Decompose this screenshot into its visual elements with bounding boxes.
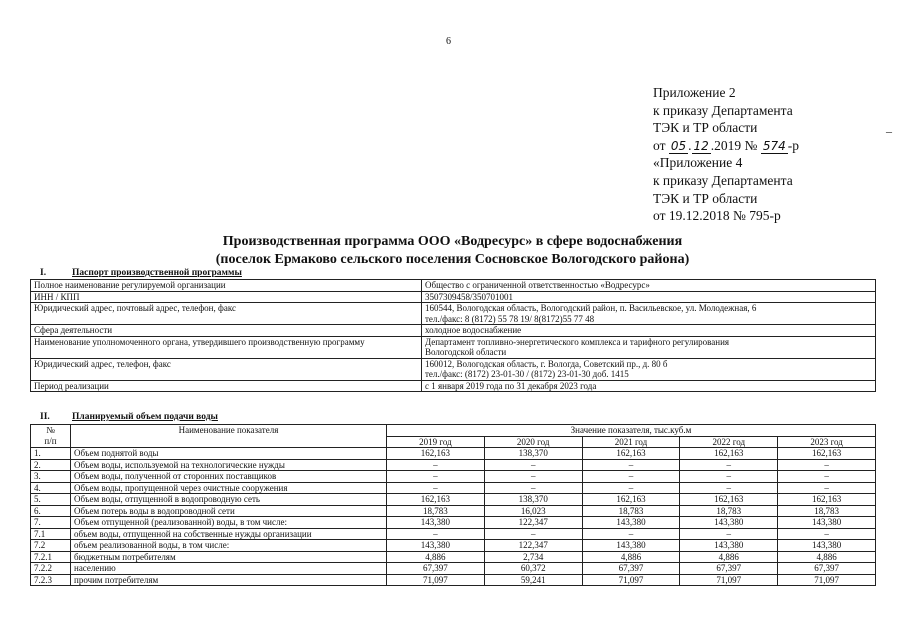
table-row (31, 551, 876, 563)
header-indicator-name: Наименование показателя (71, 425, 387, 448)
passport-value: Общество с ограниченной ответственностью «Водресурс» (422, 280, 876, 292)
passport-value: 160544, Вологодская область, Вологодский район, п. Васильевское, ул. Молодежная, 6 тел./факс: 8 (8172) 55 78 19/ 8(8172)55 77 48 (422, 303, 876, 325)
row-value: 71,097 (680, 574, 778, 586)
row-indicator-name: объем воды, отпущенной на собственные нужды организации (71, 528, 387, 540)
table-row (31, 540, 876, 552)
row-number: 7. (31, 517, 71, 529)
handwritten-day: 05 (670, 138, 687, 153)
appendix-line: к приказу Департамента (653, 102, 793, 118)
passport-label: Юридический адрес, телефон, факс (31, 358, 422, 380)
row-indicator-name: объем реализованной воды, в том числе: (71, 540, 387, 552)
row-value: 16,023 (484, 505, 582, 517)
margin-mark: – (886, 124, 892, 138)
row-value: 18,783 (387, 505, 485, 517)
passport-label: Полное наименование регулируемой организации (31, 280, 422, 292)
row-indicator-name: бюджетным потребителям (71, 551, 387, 563)
row-value: 162,163 (778, 448, 876, 460)
row-value: 4,886 (778, 551, 876, 563)
row-value: 2,734 (484, 551, 582, 563)
row-number: 7.2.3 (31, 574, 71, 586)
row-indicator-name: прочим потребителям (71, 574, 387, 586)
passport-label: Сфера деятельности (31, 325, 422, 337)
row-number: 7.1 (31, 528, 71, 540)
handwritten-order-number: 574 (762, 138, 786, 153)
row-value: 143,380 (680, 540, 778, 552)
section-number: II. (40, 412, 50, 422)
row-value: 122,347 (484, 540, 582, 552)
row-indicator-name: Объем воды, отпущенной в водопроводную сеть (71, 494, 387, 506)
passport-row (31, 303, 876, 325)
row-value: 18,783 (778, 505, 876, 517)
row-value: – (484, 528, 582, 540)
row-value: 59,241 (484, 574, 582, 586)
appendix-line: от 19.12.2018 № 795-р (653, 208, 781, 224)
row-value: 122,347 (484, 517, 582, 529)
appendix-line: «Приложение 4 (653, 155, 743, 171)
passport-label: ИНН / КПП (31, 291, 422, 303)
row-value: 67,397 (778, 563, 876, 575)
row-value: 67,397 (582, 563, 680, 575)
header-year: 2019 год (387, 436, 485, 448)
header-values: Значение показателя, тыс.куб.м (387, 425, 876, 437)
row-value: 71,097 (778, 574, 876, 586)
row-indicator-name: Объем воды, используемой на технологические нужды (71, 459, 387, 471)
passport-row (31, 380, 876, 392)
handwritten-month: 12 (693, 138, 709, 153)
appendix-line: Приложение 2 (653, 85, 736, 100)
row-number: 6. (31, 505, 71, 517)
row-value: 143,380 (387, 540, 485, 552)
table-row (31, 448, 876, 460)
row-value: 162,163 (582, 494, 680, 506)
table-row (31, 563, 876, 575)
row-value: 4,886 (387, 551, 485, 563)
passport-value: с 1 января 2019 года по 31 декабря 2023 года (422, 380, 876, 392)
document-title: Производственная программа ООО «Водресурс» в сфере водоснабжения (222, 234, 683, 249)
row-value: 143,380 (387, 517, 485, 529)
passport-value: Департамент топливно-энергетического комплекса и тарифного регулирования Вологодской области (422, 336, 876, 358)
row-value: – (778, 471, 876, 483)
order-year: .2019 № (710, 137, 758, 153)
section-2-heading (30, 412, 218, 422)
header-year: 2020 год (484, 436, 582, 448)
appendix-line: ТЭК и ТР области (653, 120, 758, 136)
passport-row (31, 325, 876, 337)
table-row (31, 459, 876, 471)
table-row (31, 471, 876, 483)
row-number: 4. (31, 482, 71, 494)
row-value: 162,163 (680, 494, 778, 506)
passport-row (31, 280, 876, 292)
row-value: 18,783 (680, 505, 778, 517)
row-value: 67,397 (387, 563, 485, 575)
row-value: – (387, 482, 485, 494)
row-value: 138,370 (484, 448, 582, 460)
water-volume-table (30, 424, 876, 586)
row-value: 143,380 (680, 517, 778, 529)
row-value: 162,163 (582, 448, 680, 460)
row-value: – (680, 528, 778, 540)
document-subtitle: (поселок Ермаково сельского поселения Сосновское Вологодского района) (215, 252, 690, 267)
table-row (31, 494, 876, 506)
row-value: 143,380 (778, 517, 876, 529)
table-row (31, 505, 876, 517)
row-value: 162,163 (387, 494, 485, 506)
row-value: – (582, 528, 680, 540)
header-year: 2022 год (680, 436, 778, 448)
table-row (31, 574, 876, 586)
row-value: 71,097 (387, 574, 485, 586)
row-value: 162,163 (778, 494, 876, 506)
row-value: 143,380 (778, 540, 876, 552)
row-value: 162,163 (387, 448, 485, 460)
row-value: 67,397 (680, 563, 778, 575)
passport-label: Наименование уполномоченного органа, утвердившего производственную программу (31, 336, 422, 358)
row-number: 3. (31, 471, 71, 483)
row-number: 1. (31, 448, 71, 460)
row-value: – (680, 459, 778, 471)
row-value: – (582, 482, 680, 494)
order-suffix: -р (787, 137, 799, 153)
passport-label: Период реализации (31, 380, 422, 392)
table-row (31, 517, 876, 529)
passport-row (31, 336, 876, 358)
row-number: 2. (31, 459, 71, 471)
row-indicator-name: Объем отпущенной (реализованной) воды, в том числе: (71, 517, 387, 529)
row-indicator-name: Объем поднятой воды (71, 448, 387, 460)
row-value: 143,380 (582, 540, 680, 552)
row-value: – (387, 471, 485, 483)
row-value: – (582, 459, 680, 471)
row-indicator-name: Объем воды, пропущенной через очистные сооружения (71, 482, 387, 494)
header-year: 2023 год (778, 436, 876, 448)
row-value: 60,372 (484, 563, 582, 575)
passport-table (30, 279, 876, 392)
row-value: 143,380 (582, 517, 680, 529)
order-prefix: от (653, 137, 666, 153)
section-number: I. (40, 268, 47, 278)
row-number: 7.2.2 (31, 563, 71, 575)
row-value: 18,783 (582, 505, 680, 517)
row-value: 71,097 (582, 574, 680, 586)
appendix-line: к приказу Департамента (653, 172, 793, 188)
row-indicator-name: Объем потерь воды в водопроводной сети (71, 505, 387, 517)
passport-row (31, 358, 876, 380)
row-number: 5. (31, 494, 71, 506)
row-value: – (778, 459, 876, 471)
row-value: – (778, 482, 876, 494)
section-title: Планируемый объем подачи воды (72, 412, 218, 422)
row-value: 162,163 (680, 448, 778, 460)
row-value: 4,886 (582, 551, 680, 563)
appendix-line: ТЭК и ТР области (653, 190, 758, 206)
passport-label: Юридический адрес, почтовый адрес, телефон, факс (31, 303, 422, 325)
row-value: – (680, 471, 778, 483)
passport-value: холодное водоснабжение (422, 325, 876, 337)
row-value: – (484, 459, 582, 471)
table-row (31, 528, 876, 540)
row-value: – (582, 471, 680, 483)
header-number: № п/п (31, 425, 71, 448)
table-row (31, 482, 876, 494)
appendix-block (653, 84, 799, 225)
passport-row (31, 291, 876, 303)
row-value: – (778, 528, 876, 540)
row-number: 7.2 (31, 540, 71, 552)
row-value: – (680, 482, 778, 494)
row-indicator-name: Объем воды, полученной от сторонних поставщиков (71, 471, 387, 483)
row-value: 4,886 (680, 551, 778, 563)
appendix-order-line: от 05 . 12 .2019 № 574 -р (653, 137, 799, 153)
section-1-heading (30, 268, 242, 278)
passport-value: 160012, Вологодская область, г. Вологда, Советский пр., д. 80 б тел./факс: (8172) 23-01-30 / (8172) 23-01-30 доб. 1415 (422, 358, 876, 380)
header-year: 2021 год (582, 436, 680, 448)
row-value: 138,370 (484, 494, 582, 506)
row-value: – (387, 459, 485, 471)
passport-value: 3507309458/350701001 (422, 291, 876, 303)
row-indicator-name: населению (71, 563, 387, 575)
row-number: 7.2.1 (31, 551, 71, 563)
row-value: – (387, 528, 485, 540)
page-number: 6 (446, 36, 451, 47)
section-title: Паспорт производственной программы (72, 268, 242, 278)
row-value: – (484, 471, 582, 483)
row-value: – (484, 482, 582, 494)
